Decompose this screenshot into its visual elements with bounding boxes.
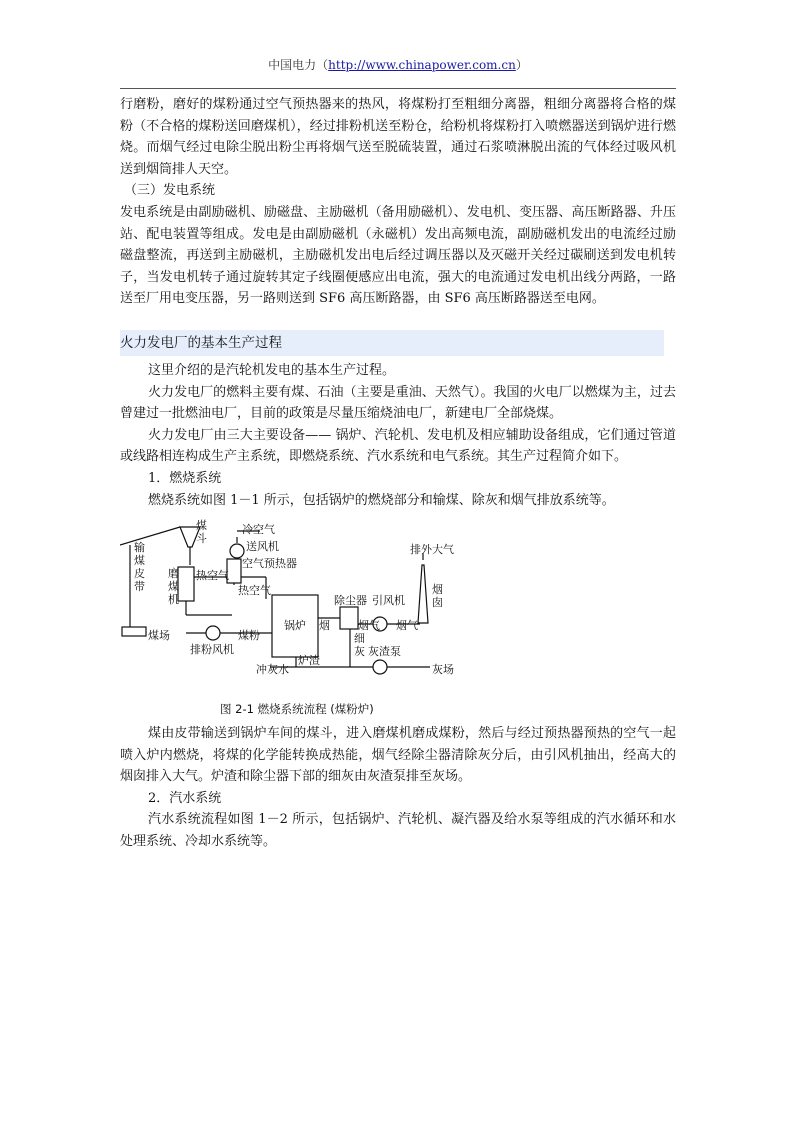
label-coal-powder: 煤粉 bbox=[238, 629, 260, 643]
label-hopper-2: 斗 bbox=[196, 532, 207, 546]
label-chimney-1: 烟 bbox=[432, 583, 443, 597]
label-mill-1: 磨 bbox=[168, 567, 179, 581]
label-boiler: 锅炉 bbox=[284, 619, 306, 633]
label-mill-2: 煤 bbox=[168, 580, 179, 594]
combustion-diagram bbox=[120, 515, 676, 695]
paragraph-combustion: 燃烧系统如图 1－1 所示，包括锅炉的燃烧部分和输煤、除灰和烟气排放系统等。 bbox=[148, 492, 615, 508]
header-prefix: 中国电力（ bbox=[268, 58, 329, 72]
label-flue-3: 烟气 bbox=[396, 619, 418, 633]
label-conveyor-3: 皮 bbox=[134, 567, 145, 581]
label-chimney-2: 囱 bbox=[432, 596, 443, 610]
label-slag-pump: 灰渣泵 bbox=[368, 645, 401, 659]
figure-caption: 图 2-1 燃烧系统流程 (煤粉炉) bbox=[220, 702, 374, 717]
paragraph-equipment: 火力发电厂由三大主要设备—— 锅炉、汽轮机、发电机及相应辅助设备组成，它们通过管道或线路相连构成生产主系统，即燃烧系统、汽水系统和电气系统。其生产过程简介如下。 bbox=[120, 427, 676, 465]
document-body bbox=[120, 94, 676, 853]
label-mill-3: 机 bbox=[168, 593, 179, 607]
label-hot-air-2: 热空气 bbox=[238, 584, 271, 598]
paragraph-steam: 汽水系统流程如图 1－2 所示，包括锅炉、汽轮机、凝汽器及给水泵等组成的汽水循环和水处理系统、冷却水系统等。 bbox=[120, 812, 676, 850]
label-ash-yard: 灰场 bbox=[432, 663, 454, 677]
label-pulv-fan: 排粉风机 bbox=[190, 643, 234, 657]
label-induced-fan: 引风机 bbox=[372, 594, 405, 608]
page-header bbox=[120, 56, 676, 73]
subheading-power-system: （三）发电系统 bbox=[124, 183, 216, 199]
paragraph-power-system: 发电系统是由副励磁机、励磁盘、主励磁机（备用励磁机）、发电机、变压器、高压断路器、升压站、配电装置等组成。发电是由副励磁机（永磁机）发出高频电流，副励磁机发出的电流经过励磁盘整流，再送到主励磁机，主励磁机发出电后经过调压器以及灭磁开关经过碳刷送到发电机转子，当发电机转子通过旋转其定子线圈便感应出电流，强大的电流通过发电机出线分两路，一路送至厂用电变压器，另一路则送到 SF6 高压断路器，由 SF6 高压断路器送至电网。 bbox=[120, 204, 676, 307]
header-link[interactable]: http://www.chinapower.com.cn bbox=[328, 58, 516, 72]
subheading-steam: 2．汽水系统 bbox=[148, 790, 222, 806]
subheading-combustion: 1．燃烧系统 bbox=[148, 470, 222, 486]
section-title: 火力发电厂的基本生产过程 bbox=[120, 330, 664, 356]
label-slag: 炉渣 bbox=[298, 654, 320, 668]
label-preheater: 空气预热器 bbox=[242, 557, 297, 571]
label-flue-2: 烟气 bbox=[358, 619, 380, 633]
label-flue-1: 烟 bbox=[319, 619, 330, 633]
label-fan: 送风机 bbox=[246, 540, 279, 554]
header-divider bbox=[120, 88, 676, 89]
paragraph-grinding: 行磨粉，磨好的煤粉通过空气预热器来的热风，将煤粉打至粗细分离器，粗细分离器将合格的煤粉（不合格的煤粉送回磨煤机），经过排粉机送至粉仓，给粉机将煤粉打入喷燃器送到锅炉进行燃烧。而烟气经过电除尘脱出粉尘再将烟气送至脱硫装置，通过石浆喷淋脱出流的气体经过吸风机送到烟筒排人天空。 bbox=[120, 97, 676, 177]
label-cold-air: 冷空气 bbox=[242, 523, 275, 537]
label-hopper-1: 煤 bbox=[196, 519, 207, 533]
label-flush-water: 冲灰水 bbox=[256, 663, 289, 677]
paragraph-coal-flow: 煤由皮带输送到锅炉车间的煤斗，进入磨煤机磨成煤粉，然后与经过预热器预热的空气一起喷入炉内燃烧，将煤的化学能转换成热能，烟气经除尘器清除灰分后，由引风机抽出，经高大的烟囱排入大气。炉渣和除尘器下部的细灰由灰渣泵排至灰场。 bbox=[120, 726, 676, 785]
paragraph-intro: 这里介绍的是汽轮机发电的基本生产过程。 bbox=[148, 362, 396, 378]
paragraph-fuel: 火力发电厂的燃料主要有煤、石油（主要是重油、天然气）。我国的火电厂以燃煤为主，过去曾建过一批燃油电厂，目前的政策是尽量压缩烧油电厂，新建电厂全部烧煤。 bbox=[120, 384, 676, 422]
label-precip: 除尘器 bbox=[334, 594, 367, 608]
header-suffix: ） bbox=[515, 58, 528, 72]
label-hot-air-1: 热空气 bbox=[196, 569, 229, 583]
label-fine-ash-2: 灰 bbox=[354, 645, 365, 659]
label-fine-ash-1: 细 bbox=[354, 632, 365, 646]
label-exhaust: 排外大气 bbox=[410, 543, 454, 557]
label-conveyor-2: 煤 bbox=[134, 554, 145, 568]
label-conveyor-1: 输 bbox=[134, 541, 145, 555]
label-coal-yard: 煤场 bbox=[148, 629, 170, 643]
label-conveyor-4: 带 bbox=[134, 580, 145, 594]
